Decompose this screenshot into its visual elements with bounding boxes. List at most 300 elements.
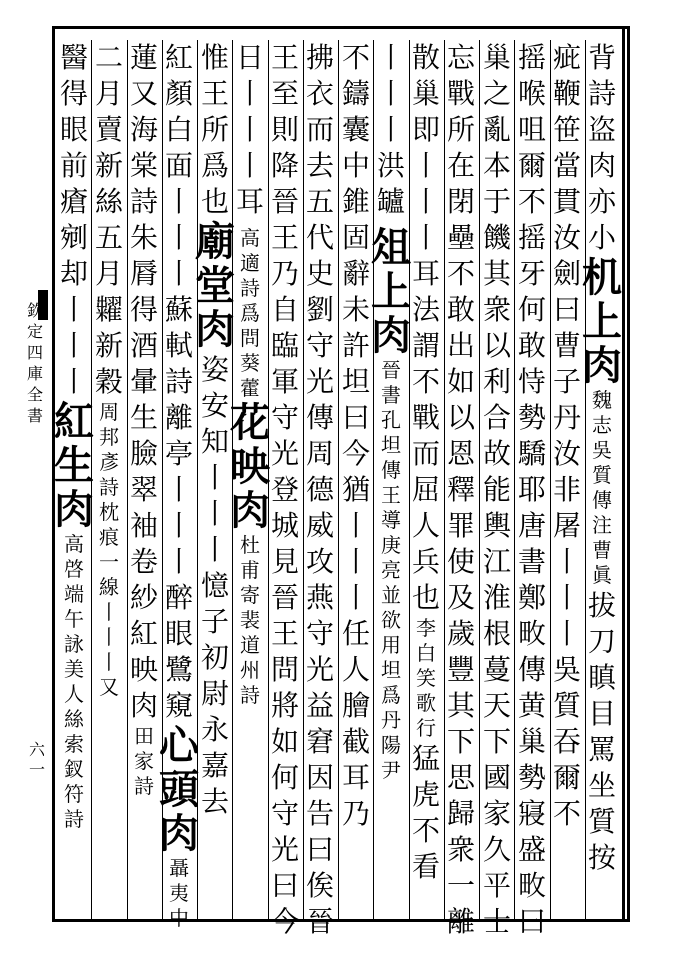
glyph: 爲 (240, 301, 260, 325)
body-text (518, 40, 546, 940)
glyph: 將 (270, 689, 299, 722)
glyph: 丨 (376, 113, 405, 146)
glyph: 汝 (552, 221, 581, 254)
glyph: 在 (446, 149, 475, 182)
body-text (271, 40, 299, 940)
glyph: 歲 (446, 617, 475, 650)
annotation-text (240, 226, 260, 401)
glyph: 顏 (164, 77, 193, 110)
glyph: 坦 (381, 433, 401, 457)
glyph: 固 (341, 221, 370, 254)
glyph: 穀 (94, 365, 123, 398)
glyph: 丨 (341, 509, 370, 542)
annotation-text (134, 724, 154, 799)
glyph: 欲 (381, 608, 401, 632)
glyph: 坦 (381, 658, 401, 682)
glyph: 紅 (164, 41, 193, 74)
glyph: 日 (235, 41, 264, 74)
glyph: 杜 (240, 533, 260, 557)
glyph: 國 (482, 761, 511, 794)
spine-title (20, 300, 50, 490)
glyph: 美 (64, 657, 84, 681)
glyph: 戰 (446, 77, 475, 110)
glyph: 映 (129, 653, 158, 686)
glyph: 亭 (164, 437, 193, 470)
glyph: 猶 (341, 473, 370, 506)
glyph: 不 (446, 257, 475, 290)
glyph: 家 (134, 749, 154, 773)
glyph: 永 (200, 713, 229, 746)
glyph: 邦 (99, 425, 119, 449)
glyph: 許 (341, 329, 370, 362)
glyph: 丨 (411, 185, 440, 218)
glyph: 根 (482, 617, 511, 650)
glyph: 傳 (305, 401, 334, 434)
glyph: 鄭 (517, 581, 546, 614)
glyph: 絲 (94, 185, 123, 218)
text-column (335, 40, 377, 920)
glyph: 剜 (59, 221, 88, 254)
annotation-text (169, 856, 189, 931)
glyph: 衣 (305, 77, 334, 110)
glyph: 汝 (552, 437, 581, 470)
glyph: 知 (200, 425, 229, 458)
glyph: 謂 (411, 329, 440, 362)
glyph: 廟 (195, 218, 235, 265)
glyph: 亂 (482, 113, 511, 146)
glyph: 乃 (341, 797, 370, 830)
glyph: 魏 (592, 388, 612, 412)
glyph: 端 (64, 582, 84, 606)
glyph: 丨 (164, 257, 193, 290)
glyph: 其 (482, 257, 511, 290)
glyph: 天 (482, 689, 511, 722)
glyph: 丨 (164, 185, 193, 218)
glyph: 爲 (200, 149, 229, 182)
glyph: 光 (270, 833, 299, 866)
glyph: 嘉 (200, 749, 229, 782)
glyph: 生 (129, 401, 158, 434)
glyph: 益 (305, 689, 334, 722)
glyph: 上 (371, 268, 411, 315)
glyph: 曰 (341, 401, 370, 434)
annotation-text (99, 400, 119, 700)
glyph: 敢 (446, 293, 475, 326)
glyph: 恃 (517, 365, 546, 398)
glyph: 中 (169, 906, 189, 930)
glyph: 及 (446, 581, 475, 614)
glyph: 月 (94, 77, 123, 110)
glyph: 也 (411, 581, 440, 614)
body-text (588, 588, 616, 876)
glyph: 丨 (164, 473, 193, 506)
glyph: 王 (270, 41, 299, 74)
glyph: 詩 (240, 683, 260, 707)
glyph: 當 (552, 149, 581, 182)
glyph: 詩 (587, 77, 616, 110)
glyph: 故 (482, 437, 511, 470)
glyph: 得 (59, 77, 88, 110)
glyph: 去 (200, 785, 229, 818)
glyph: 曰 (305, 833, 334, 866)
glyph: 不 (411, 365, 440, 398)
glyph: 海 (129, 113, 158, 146)
glyph: 豐 (446, 653, 475, 686)
glyph: 小 (587, 221, 616, 254)
glyph: 屠 (552, 509, 581, 542)
glyph: 辭 (341, 257, 370, 290)
glyph: 離 (446, 905, 475, 938)
glyph: 適 (240, 251, 260, 275)
glyph: 問 (270, 653, 299, 686)
glyph: 代 (305, 221, 334, 254)
annotation-text (381, 358, 401, 783)
glyph: 曹 (552, 329, 581, 362)
glyph: 自 (270, 293, 299, 326)
glyph: 眼 (164, 617, 193, 650)
glyph: 忘 (446, 41, 475, 74)
glyph: 而 (411, 437, 440, 470)
glyph: 而 (305, 113, 334, 146)
glyph: 釵 (64, 757, 84, 781)
glyph: 以 (446, 401, 475, 434)
glyph: 問 (240, 326, 260, 350)
glyph: 以 (482, 329, 511, 362)
spine-char: 全 (26, 385, 43, 404)
glyph: 光 (305, 365, 334, 398)
glyph: 面 (164, 149, 193, 182)
glyph: 啓 (64, 557, 84, 581)
glyph: 丨 (99, 625, 119, 649)
glyph: 亦 (587, 185, 616, 218)
glyph: 如 (270, 725, 299, 758)
glyph: 周 (99, 400, 119, 424)
glyph: 洪 (376, 149, 405, 182)
glyph: 傳 (381, 458, 401, 482)
glyph: 姿 (200, 353, 229, 386)
glyph: 田 (134, 724, 154, 748)
glyph: 恩 (446, 437, 475, 470)
glyph: 士 (482, 905, 511, 938)
entry-heading (371, 226, 411, 358)
glyph: 耳 (341, 761, 370, 794)
glyph: 丨 (200, 533, 229, 566)
glyph: 尹 (381, 758, 401, 782)
glyph: 非 (552, 473, 581, 506)
glyph: 並 (381, 583, 401, 607)
glyph: 刀 (587, 625, 616, 658)
body-text (447, 40, 475, 940)
glyph: 映 (230, 443, 270, 490)
glyph: 新 (94, 149, 123, 182)
glyph: 丨 (411, 221, 440, 254)
glyph: 窺 (164, 689, 193, 722)
glyph: 虎 (411, 778, 440, 811)
glyph: 乃 (270, 257, 299, 290)
glyph: 丨 (200, 497, 229, 530)
glyph: 饑 (482, 221, 511, 254)
glyph: 中 (341, 149, 370, 182)
glyph: 丨 (235, 149, 264, 182)
glyph: 吳 (592, 438, 612, 462)
glyph: 甫 (240, 558, 260, 582)
annotation-text (240, 533, 260, 708)
glyph: 憶 (200, 569, 229, 602)
text-column (194, 40, 236, 920)
glyph: 拂 (305, 41, 334, 74)
glyph: 一 (446, 869, 475, 902)
glyph: 巢 (517, 725, 546, 758)
glyph: 利 (482, 365, 511, 398)
glyph: 曰 (270, 869, 299, 902)
glyph: 線 (99, 575, 119, 599)
glyph: 耳 (235, 185, 264, 218)
glyph: 能 (482, 473, 511, 506)
glyph: 丨 (552, 581, 581, 614)
body-text (201, 40, 229, 220)
glyph: 丨 (235, 77, 264, 110)
glyph: 蔓 (482, 653, 511, 686)
entry-heading (195, 220, 235, 352)
glyph: 詩 (99, 475, 119, 499)
glyph: 紅 (54, 398, 94, 445)
glyph: 肉 (371, 312, 411, 359)
glyph: 丨 (164, 545, 193, 578)
glyph: 絲 (64, 707, 84, 731)
body-text (130, 40, 158, 724)
glyph: 肉 (159, 810, 199, 857)
glyph: 軍 (270, 365, 299, 398)
glyph: 笹 (552, 113, 581, 146)
spine-char: 庫 (26, 364, 43, 383)
glyph: 人 (64, 682, 84, 706)
glyph: 月 (94, 257, 123, 290)
glyph: 則 (270, 113, 299, 146)
glyph: 午 (64, 607, 84, 631)
glyph: 本 (482, 149, 511, 182)
glyph: 輿 (482, 509, 511, 542)
glyph: 罏 (376, 185, 405, 218)
glyph: 花 (230, 399, 270, 446)
glyph: 導 (381, 508, 401, 532)
glyph: 得 (129, 293, 158, 326)
glyph: 出 (446, 329, 475, 362)
glyph: 書 (517, 545, 546, 578)
glyph: 丨 (235, 113, 264, 146)
glyph: 丹 (381, 708, 401, 732)
glyph: 鑄 (341, 77, 370, 110)
glyph: 錐 (341, 185, 370, 218)
glyph: 背 (587, 41, 616, 74)
glyph: 人 (411, 509, 440, 542)
glyph: 索 (64, 732, 84, 756)
body-text (201, 352, 229, 568)
glyph: 去 (305, 149, 334, 182)
glyph: 生 (54, 442, 94, 489)
glyph: 臨 (270, 329, 299, 362)
glyph: 釋 (446, 473, 475, 506)
glyph: 紗 (129, 581, 158, 614)
glyph: 盗 (587, 113, 616, 146)
glyph: 燕 (305, 581, 334, 614)
glyph: 坦 (341, 365, 370, 398)
glyph: 丨 (164, 509, 193, 542)
glyph: 又 (99, 675, 119, 699)
glyph: 葵 (240, 351, 260, 375)
glyph: 耶 (517, 473, 546, 506)
glyph: 攻 (305, 545, 334, 578)
glyph: 袖 (129, 509, 158, 542)
glyph: 疵 (552, 41, 581, 74)
body-text (377, 40, 405, 220)
glyph: 俎 (371, 224, 411, 271)
glyph: 喉 (517, 77, 546, 110)
glyph: 看 (411, 850, 440, 883)
glyph: 書 (381, 383, 401, 407)
glyph: 頭 (159, 766, 199, 813)
glyph: 何 (517, 293, 546, 326)
glyph: 紅 (129, 617, 158, 650)
body-text (483, 40, 511, 940)
glyph: 丨 (59, 329, 88, 362)
glyph: 寄 (240, 583, 260, 607)
glyph: 高 (240, 226, 260, 250)
glyph: 肉 (195, 306, 235, 353)
glyph: 戰 (411, 401, 440, 434)
glyph: 摇 (517, 41, 546, 74)
glyph: 按 (587, 841, 616, 874)
glyph: 鞭 (552, 77, 581, 110)
glyph: 詩 (164, 365, 193, 398)
glyph: 晉 (270, 581, 299, 614)
glyph: 糶 (94, 293, 123, 326)
glyph: 離 (164, 401, 193, 434)
glyph: 牙 (517, 257, 546, 290)
glyph: 敢 (517, 329, 546, 362)
glyph: 吳 (552, 653, 581, 686)
glyph: 不 (552, 797, 581, 830)
glyph: 守 (305, 617, 334, 650)
glyph: 丨 (411, 149, 440, 182)
glyph: 歌 (416, 691, 436, 715)
glyph: 丨 (99, 650, 119, 674)
glyph: 詩 (134, 774, 154, 798)
glyph: 法 (411, 293, 440, 326)
glyph: 之 (482, 77, 511, 110)
glyph: 上 (582, 298, 622, 345)
glyph: 膾 (341, 689, 370, 722)
glyph: 劍 (552, 257, 581, 290)
glyph: 枕 (99, 500, 119, 524)
page-number-char: 一 (28, 760, 45, 779)
glyph: 五 (305, 185, 334, 218)
entry-heading (159, 724, 199, 856)
glyph: 即 (411, 113, 440, 146)
glyph: 今 (270, 905, 299, 938)
glyph: 質 (587, 805, 616, 838)
glyph: 翠 (129, 473, 158, 506)
glyph: 至 (270, 77, 299, 110)
glyph: 因 (305, 761, 334, 794)
glyph: 未 (341, 293, 370, 326)
glyph: 臉 (129, 437, 158, 470)
glyph: 惟 (200, 41, 229, 74)
glyph: 思 (446, 761, 475, 794)
glyph: 家 (482, 797, 511, 830)
glyph: 注 (592, 513, 612, 537)
glyph: 眞 (592, 563, 612, 587)
glyph: 子 (200, 605, 229, 638)
glyph: 高 (64, 532, 84, 556)
glyph: 寢 (517, 797, 546, 830)
glyph: 拔 (587, 589, 616, 622)
glyph: 德 (305, 473, 334, 506)
glyph: 罵 (587, 733, 616, 766)
glyph: 盛 (517, 833, 546, 866)
glyph: 登 (270, 473, 299, 506)
glyph: 白 (416, 641, 436, 665)
glyph: 蘇 (164, 293, 193, 326)
glyph: 丨 (341, 581, 370, 614)
glyph: 窘 (305, 725, 334, 758)
glyph: 晉 (305, 905, 334, 938)
glyph: 唐 (517, 509, 546, 542)
glyph: 曰 (552, 293, 581, 326)
glyph: 堂 (195, 262, 235, 309)
glyph: 新 (94, 329, 123, 362)
glyph: 裴 (240, 608, 260, 632)
glyph: 李 (416, 616, 436, 640)
glyph: 壘 (446, 221, 475, 254)
glyph: 王 (270, 617, 299, 650)
page-number (22, 740, 52, 780)
glyph: 符 (64, 782, 84, 806)
glyph: 笑 (416, 666, 436, 690)
glyph: 其 (446, 689, 475, 722)
glyph: 彥 (99, 450, 119, 474)
glyph: 行 (416, 716, 436, 740)
glyph: 吞 (552, 725, 581, 758)
glyph: 棠 (129, 149, 158, 182)
glyph: 淮 (482, 581, 511, 614)
glyph: 曰 (517, 905, 546, 938)
glyph: 蓮 (129, 41, 158, 74)
glyph: 黄 (517, 689, 546, 722)
glyph: 囊 (341, 113, 370, 146)
glyph: 如 (446, 365, 475, 398)
glyph: 詠 (64, 632, 84, 656)
body-text (553, 40, 581, 256)
glyph: 罪 (446, 509, 475, 542)
glyph: 州 (240, 658, 260, 682)
glyph: 暈 (129, 365, 158, 398)
glyph: 周 (305, 437, 334, 470)
text-column (476, 40, 518, 938)
glyph: 城 (270, 509, 299, 542)
glyph: 肉 (129, 689, 158, 722)
glyph: 久 (482, 833, 511, 866)
glyph: 質 (592, 463, 612, 487)
spine-char: 四 (26, 343, 43, 362)
glyph: 貫 (552, 185, 581, 218)
glyph: 截 (341, 725, 370, 758)
glyph: 安 (200, 389, 229, 422)
glyph: 晉 (270, 185, 299, 218)
glyph: 巢 (482, 41, 511, 74)
glyph: 俟 (305, 869, 334, 902)
glyph: 瘡 (59, 185, 88, 218)
glyph: 摇 (517, 221, 546, 254)
